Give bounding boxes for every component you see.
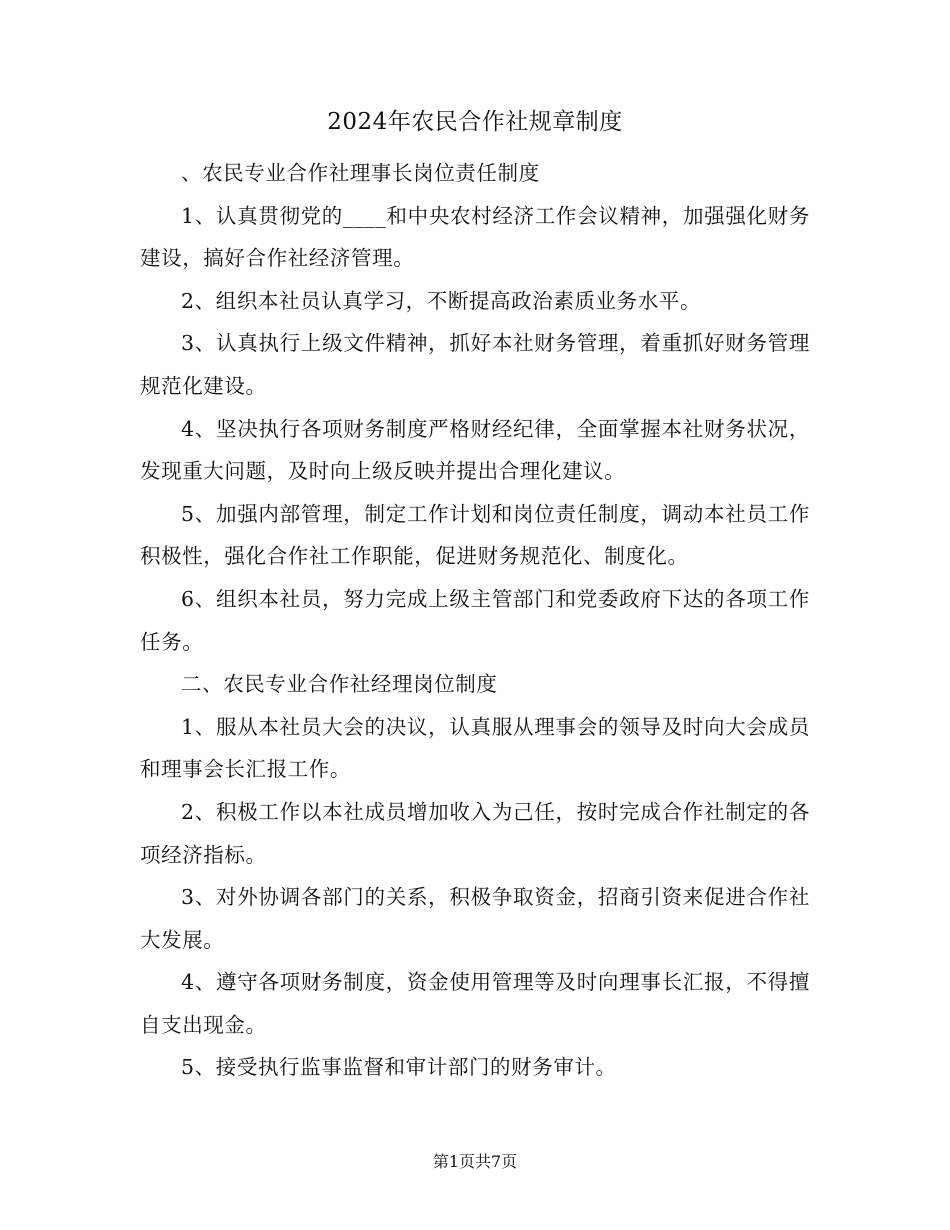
- paragraph: 3、认真执行上级文件精神，抓好本社财务管理，着重抓好财务管理规范化建设。: [140, 331, 810, 398]
- paragraph: 6、组织本社员，努力完成上级主管部门和党委政府下达的各项工作任务。: [140, 586, 810, 654]
- paragraph: 4、遵守各项财务制度，资金使用管理等及时向理事长汇报，不得擅自支出现金。: [140, 970, 810, 1037]
- paragraph: 3、对外协调各部门的关系，积极争取资金，招商引资来促进合作社大发展。: [140, 885, 810, 952]
- paragraph: 1、认真贯彻党的____和中央农村经济工作会议精神，加强强化财务建设，搞好合作社经济管理。: [140, 203, 810, 271]
- document-body: [140, 152, 810, 1089]
- paragraph: 1、服从本社员大会的决议，认真服从理事会的领导及时向大会成员和理事会长汇报工作。: [140, 714, 810, 782]
- section-heading-1: 、农民专业合作社理事长岗位责任制度: [181, 161, 540, 185]
- section-heading-2: 二、农民专业合作社经理岗位制度: [181, 672, 498, 697]
- paragraph: 2、组织本社员认真学习，不断提高政治素质业务水平。: [181, 288, 702, 313]
- paragraph: 5、接受执行监事监督和审计部门的财务审计。: [181, 1055, 617, 1080]
- paragraph: 2、积极工作以本社成员增加收入为己任，按时完成合作社制定的各项经济指标。: [140, 799, 810, 867]
- paragraph: 4、坚决执行各项财务制度严格财经纪律，全面掌握本社财务状况，发现重大问题，及时向上级反映并提出合理化建议。: [140, 416, 810, 484]
- page-footer: 第1页共7页: [432, 1152, 518, 1171]
- document-title: 2024年农民合作社规章制度: [327, 109, 623, 135]
- paragraph: 5、加强内部管理，制定工作计划和岗位责任制度，调动本社员工作积极性，强化合作社工作职能，促进财务规范化、制度化。: [140, 501, 810, 569]
